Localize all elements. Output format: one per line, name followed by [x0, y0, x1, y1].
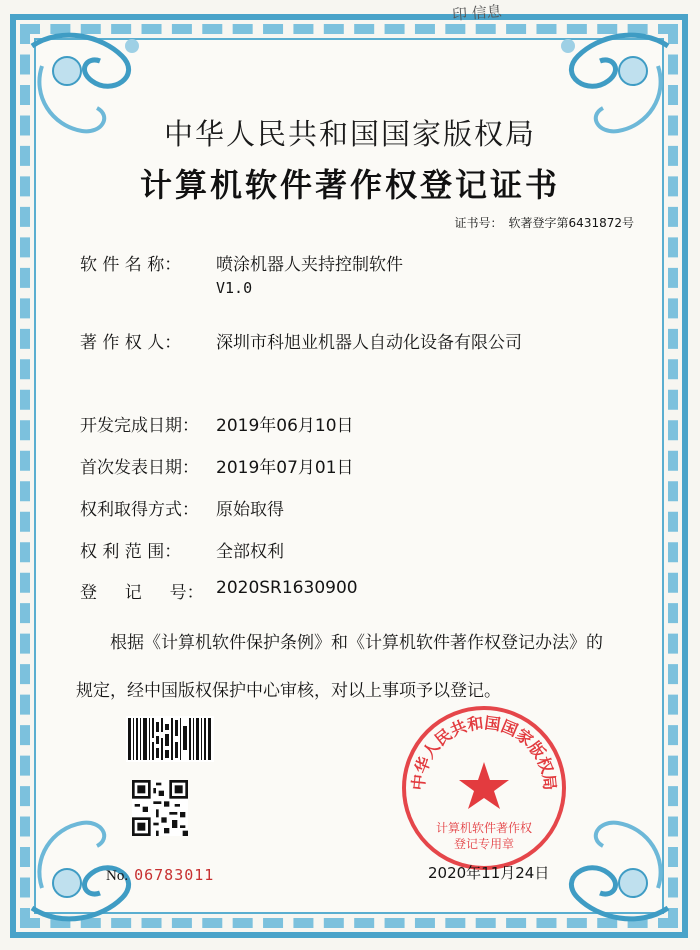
field-value: 深圳市科旭业机器人自动化设备有限公司 — [216, 333, 522, 353]
field-label: 权利取得方式： — [80, 500, 199, 520]
statement-line-1: 根据《计算机软件保护条例》和《计算机软件著作权登记办法》的 — [110, 633, 603, 653]
issuing-authority: 中华人民共和国国家版权局 — [163, 117, 536, 151]
field-registration-number — [80, 578, 358, 603]
certificate-number-label: 证书号： — [454, 216, 503, 230]
seal-inner-line-2: 登记专用章 — [453, 837, 515, 851]
field-rights-scope — [80, 537, 284, 562]
field-label: 软 件 名 称： — [80, 255, 182, 275]
field-completion-date — [80, 411, 354, 436]
serial-label: No. — [106, 868, 129, 884]
serial-number — [106, 866, 214, 885]
field-value: 2020SR1630900 — [216, 578, 358, 598]
field-copyright-owner — [80, 328, 522, 353]
field-software-name — [80, 250, 403, 297]
field-acquisition-method — [80, 495, 284, 520]
field-value: 全部权利 — [216, 542, 284, 562]
barcode-icon — [126, 716, 214, 762]
field-label: 登 记 号： — [80, 583, 204, 603]
field-label: 著 作 权 人： — [80, 333, 182, 353]
certificate-number — [449, 214, 634, 231]
software-name-value: 喷涂机器人夹持控制软件 — [216, 255, 403, 275]
statement-line-2: 规定，经中国版权保护中心审核，对以上事项予以登记。 — [76, 681, 501, 701]
field-label: 开发完成日期： — [80, 416, 199, 436]
issue-date: 2020年11月24日 — [428, 864, 550, 882]
official-seal-icon — [400, 704, 568, 872]
field-label: 首次发表日期： — [80, 458, 199, 478]
certificate-title: 计算机软件著作权登记证书 — [139, 166, 560, 204]
field-value: 原始取得 — [216, 500, 284, 520]
seal-inner-line-1: 计算机软件著作权 — [435, 821, 533, 835]
software-version: V1.0 — [216, 279, 253, 297]
seal-outer-text: 中华人民共和国国家版权局 — [408, 713, 560, 792]
field-publication-date — [80, 453, 354, 478]
field-value: 2019年07月01日 — [216, 458, 354, 478]
qr-code-icon — [132, 780, 188, 836]
field-value: 2019年06月10日 — [216, 416, 354, 436]
serial-value: 06783011 — [134, 866, 215, 884]
field-label: 权 利 范 围： — [80, 542, 182, 562]
certificate-number-value: 软著登字第6431872号 — [508, 216, 634, 230]
field-value — [216, 250, 403, 297]
handwritten-note: 印 信息 — [451, 2, 503, 24]
